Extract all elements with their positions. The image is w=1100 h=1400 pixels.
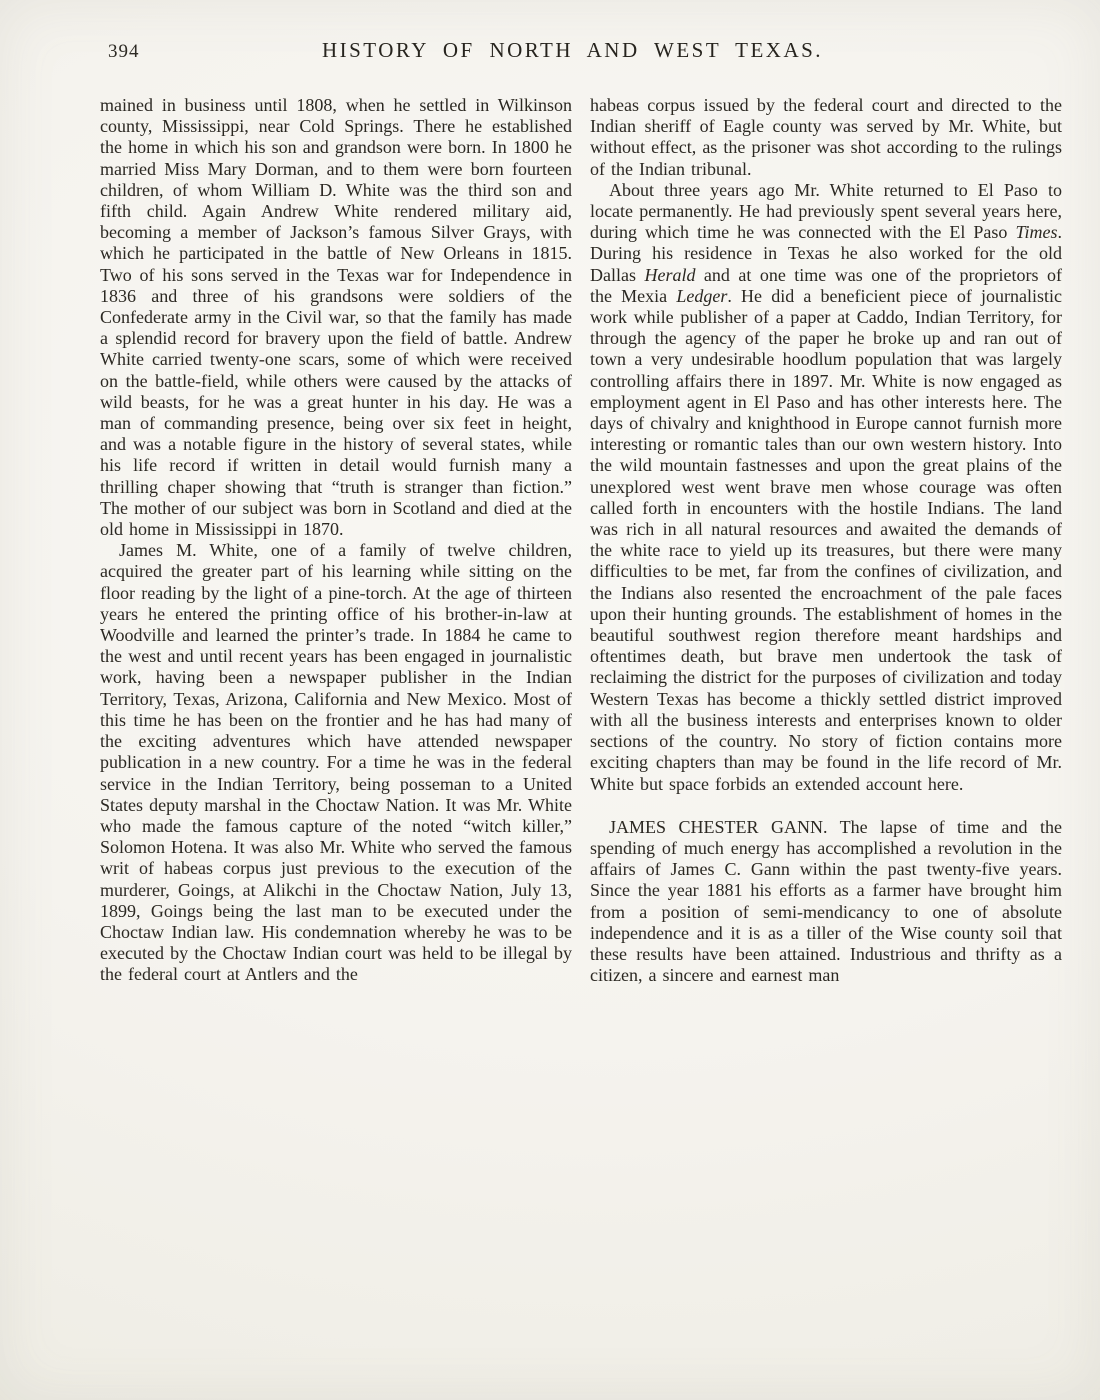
body-text: JAMES CHESTER GANN. The lapse of time and the spending of much energy has accomplished a revolution in the affairs of James C. Gann within the past twenty-five years. Since the year 1881 his efforts as a farmer have brought him from a position of semi-mendicancy to one of absolute independence and it is as a tiller of the Wise county soil that these results have been attained. Industrious and thrifty as a citizen, a sincere and earnest man — [590, 816, 1062, 986]
paragraph — [590, 180, 1062, 795]
page-number: 394 — [108, 41, 140, 62]
body-text: mained in business until 1808, when he settled in Wilkinson county, Mississippi, near Cold Springs. There he established the home in which his son and grandson were born. In 1800 he married Miss Mary Dorman, and to them were born fourteen children, of whom William D. White was the third son and fifth child. Again Andrew White rendered military aid, becoming a member of Jackson’s famous Silver Grays, with which he participated in the battle of New Orleans in 1815. Two of his sons served in the Texas war for Independence in 1836 and three of his grandsons were soldiers of the Confederate army in the Civil war, so that the family has made a splendid record for bravery upon the field of battle. Andrew White carried twenty-one scars, some of which were received on the battle-field, while others were caused by the attacks of wild beasts, for he was a great hunter in his day. He was a man of commanding presence, being over six feet in height, and was a notable figure in the history of several states, while his life record if written in detail would furnish many a thrilling chaper showing that “truth is stranger than fiction.” The mother of our subject was born in Scotland and died at the old home in Mississippi in 1870. — [100, 95, 572, 540]
right-column — [590, 95, 1062, 986]
body-text: About three years ago Mr. White returned to El Paso to locate permanently. He had previously spent several years here, during which time he was connected with the El Paso — [590, 179, 1062, 243]
italic-text: Ledger — [676, 285, 728, 306]
italic-text: Herald — [644, 264, 696, 285]
paragraph — [590, 817, 1062, 987]
body-text: and at one time was one of the proprietors of the Mexia — [590, 264, 1062, 306]
body-text: . He did a beneficient piece of journalistic work while publisher of a paper at Caddo, Indian Territory, for through the agency of the paper he broke up and ran out of town a very undesirable hoodlum population that was largely controlling affairs there in 1897. Mr. White is now engaged as employment agent in El Paso and has other interests here. The days of chivalry and knighthood in Europe cannot furnish more interesting or romantic tales than our own western history. Into the wild mountain fastnesses and upon the great plains of the unexplored west went brave men whose courage was often called forth in encounters with the hostile Indians. The land was rich in all natural resources and awaited the demands of the white race to yield up its treasures, but there were many difficulties to be met, far from the confines of civilization, and the Indians also resented the encroachment of the pale faces upon their hunting grounds. The establishment of homes in the beautiful southwest region therefore meant hardships and oftentimes death, but brave men undertook the task of reclaiming the district for the purposes of civilization and today Western Texas has become a thickly settled district improved with all the business interests and enterprises known to older sections of the country. No story of fiction contains more exciting chapters than may be found in the life record of Mr. White but space forbids an extended account here. — [590, 285, 1062, 794]
paragraph — [100, 540, 572, 985]
text-columns — [100, 95, 1062, 986]
body-text: habeas corpus issued by the federal court and directed to the Indian sheriff of Eagle county was served by Mr. White, but without effect, as the prisoner was shot according to the rulings of the Indian tribunal. — [590, 95, 1062, 179]
body-text: James M. White, one of a family of twelve children, acquired the greater part of his learning while sitting on the floor reading by the light of a pine-torch. At the age of thirteen years he entered the printing office of his brother-in-law at Woodville and learned the printer’s trade. In 1884 he came to the west and until recent years has been engaged in journalistic work, having been a newspaper publisher in the Indian Territory, Texas, Arizona, California and New Mexico. Most of this time he has been on the frontier and he has had many of the exciting adventures which have attended newspaper publication in a new country. For a time he was in the federal service in the Indian Territory, being posseman to a United States deputy marshal in the Choctaw Nation. It was Mr. White who made the famous capture of the noted “witch killer,” Solomon Hotena. It was also Mr. White who served the famous writ of habeas corpus just previous to the execution of the murderer, Goings, at Alikchi in the Choctaw Nation, July 13, 1899, Goings being the last man to be executed under the Choctaw Indian law. His condemnation whereby he was to be executed by the Choctaw Indian court was held to be illegal by the federal court at Antlers and the — [100, 540, 572, 985]
paragraph — [100, 95, 572, 540]
italic-text: Times — [1015, 222, 1058, 243]
paragraph — [590, 95, 1062, 180]
left-column — [100, 95, 572, 986]
body-text: . During his residence in Texas he also worked for the old Dallas — [590, 222, 1062, 285]
running-header-title: HISTORY OF NORTH AND WEST TEXAS. — [321, 38, 824, 62]
page-header — [100, 38, 1045, 68]
